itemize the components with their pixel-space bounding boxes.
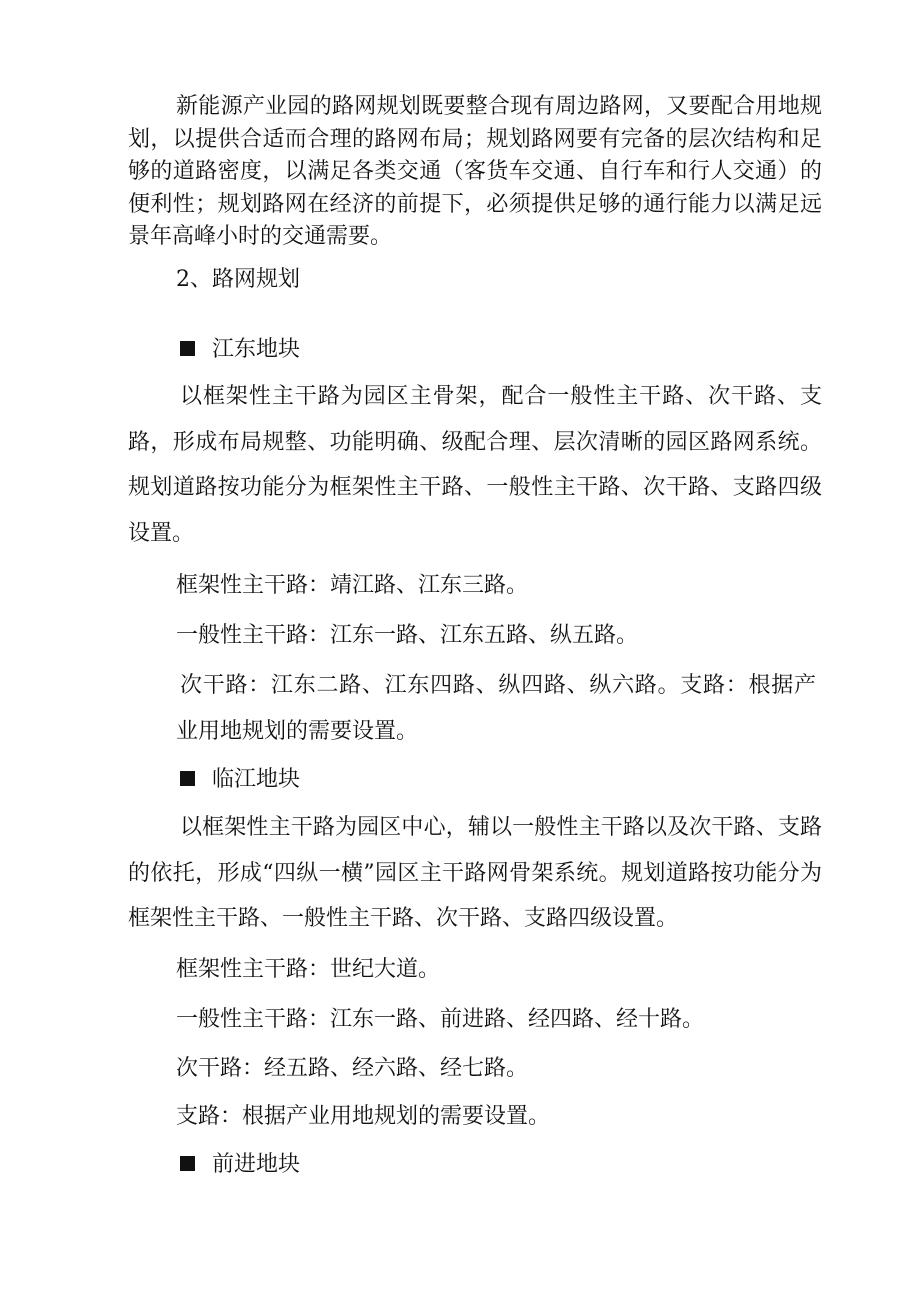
block-heading-linjiang: [180, 765, 300, 795]
square-bullet-icon: [180, 771, 195, 786]
section-heading: 2、路网规划: [176, 267, 300, 292]
general-roads-linjiang: 一般性主干路：江东一路、前进路、经四路、经十路。: [176, 1007, 705, 1032]
block-heading-label: 江东地块: [212, 337, 301, 362]
block-heading-label: 临江地块: [212, 767, 301, 792]
framework-roads-jiangdong: 框架性主干路：靖江路、江东三路。: [176, 573, 529, 598]
framework-roads-linjiang: 框架性主干路：世纪大道。: [176, 957, 441, 982]
branch-roads-linjiang: 支路：根据产业用地规划的需要设置。: [176, 1104, 551, 1129]
secondary-roads-linjiang: 次干路：经五路、经六路、经七路。: [176, 1056, 529, 1081]
block-description-jiangdong: 以框架性主干路为园区主骨架，配合一般性主干路、次干路、支路，形成布局规整、功能明确、级配合理、层次清晰的园区路网系统。规划道路按功能分为框架性主干路、一般性主干路、次干路、支路四级设置。: [128, 384, 822, 546]
block-heading-label: 前进地块: [212, 1152, 301, 1177]
intro-paragraph: 新能源产业园的路网规划既要整合现有周边路网，又要配合用地规划，以提供合适而合理的路网布局；规划路网要有完备的层次结构和足够的道路密度，以满足各类交通（客货车交通、自行车和行人交通）的便利性；规划路网在经济的前提下，必须提供足够的通行能力以满足远景年高峰小时的交通需要。: [128, 94, 822, 249]
general-roads-jiangdong: 一般性主干路：江东一路、江东五路、纵五路。: [176, 623, 639, 648]
block-description-linjiang: 以框架性主干路为园区中心，辅以一般性主干路以及次干路、支路的依托，形成“四纵一横”园区主干路网骨架系统。规划道路按功能分为框架性主干路、一般性主干路、次干路、支路四级设置。: [128, 815, 822, 931]
square-bullet-icon: [180, 1156, 195, 1171]
secondary-branch-roads-jiangdong: 次干路：江东二路、江东四路、纵四路、纵六路。支路：根据产业用地规划的需要设置。: [176, 673, 816, 744]
block-heading-qianjin: [180, 1150, 300, 1180]
square-bullet-icon: [180, 341, 195, 356]
block-heading-jiangdong: [180, 335, 300, 365]
